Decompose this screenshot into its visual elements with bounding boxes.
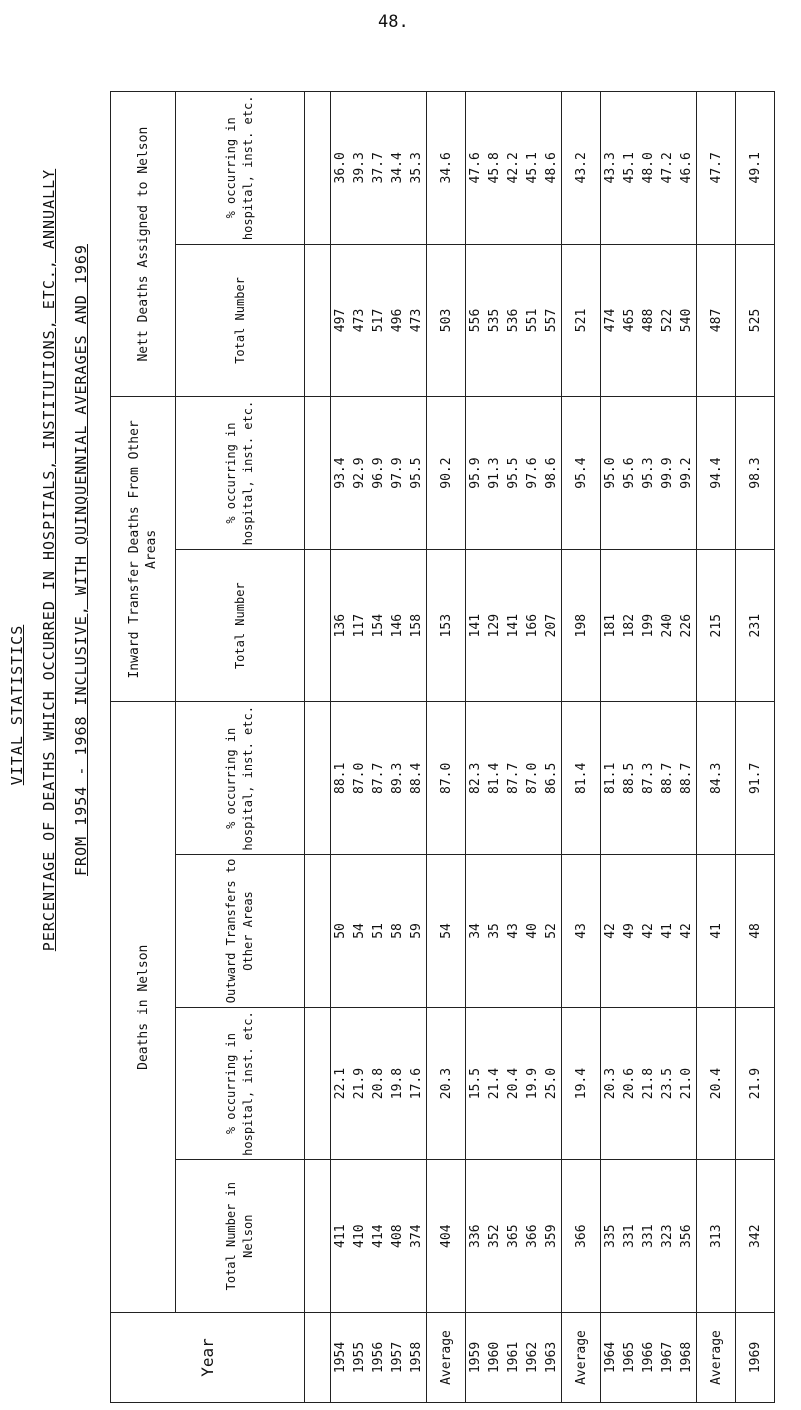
- cell-total: 342: [736, 1160, 775, 1313]
- cell-pct2: 91.7: [736, 702, 775, 855]
- cell-pct3: 94.4: [697, 397, 736, 550]
- title-block: [0, 0, 110, 1410]
- cell-inward-total: 141 129 141 166 207: [466, 549, 562, 702]
- cell-nett-total: 556 535 536 551 557: [466, 244, 562, 397]
- table-row: [466, 92, 562, 1403]
- header-year: Year: [111, 1313, 305, 1403]
- cell-nett-total: 487: [697, 244, 736, 397]
- cell-pct2: 81.4: [562, 702, 601, 855]
- cell-nett-total: 497 473 517 496 473: [331, 244, 427, 397]
- header-pct-hospital-4: % occurring in hospital, inst. etc.: [176, 92, 305, 245]
- statistics-table: [110, 91, 775, 1403]
- cell-pct4: 43.3 45.1 48.0 47.2 46.6: [601, 92, 697, 245]
- spacer-row: [305, 92, 331, 1403]
- cell-year: 1954 1955 1956 1957 1958: [331, 1313, 427, 1403]
- cell-inward-total: 231: [736, 549, 775, 702]
- cell-total: 411 410 414 408 374: [331, 1160, 427, 1313]
- cell-pct2: 88.1 87.0 87.7 89.3 88.4: [331, 702, 427, 855]
- table-row: [331, 92, 427, 1403]
- cell-nett-total: 521: [562, 244, 601, 397]
- statistics-table-wrapper: [110, 91, 762, 1403]
- cell-year: Average: [427, 1313, 466, 1403]
- cell-total: 404: [427, 1160, 466, 1313]
- cell-outward: 34 35 43 40 52: [466, 855, 562, 1008]
- group-deaths-in-nelson: Deaths in Nelson: [111, 702, 176, 1313]
- cell-pct3: 95.0 95.6 95.3 99.9 99.2: [601, 397, 697, 550]
- cell-year: Average: [562, 1313, 601, 1403]
- cell-outward: 43: [562, 855, 601, 1008]
- cell-pct1: 20.3 20.6 21.8 23.5 21.0: [601, 1007, 697, 1160]
- cell-outward: 41: [697, 855, 736, 1008]
- cell-pct1: 19.4: [562, 1007, 601, 1160]
- cell-pct1: 20.3: [427, 1007, 466, 1160]
- cell-pct1: 21.9: [736, 1007, 775, 1160]
- average-row: [562, 92, 601, 1403]
- cell-pct4: 47.6 45.8 42.2 45.1 48.6: [466, 92, 562, 245]
- average-row: [427, 92, 466, 1403]
- header-nett-total: Total Number: [176, 244, 305, 397]
- page-number: 48.: [378, 12, 409, 32]
- cell-pct1: 20.4: [697, 1007, 736, 1160]
- cell-pct3: 95.4: [562, 397, 601, 550]
- cell-inward-total: 215: [697, 549, 736, 702]
- header-pct-hospital-1: % occurring in hospital, inst. etc.: [176, 1007, 305, 1160]
- cell-year: Average: [697, 1313, 736, 1403]
- cell-outward: 42 49 42 41 42: [601, 855, 697, 1008]
- cell-pct3: 98.3: [736, 397, 775, 550]
- group-nett-deaths: Nett Deaths Assigned to Nelson: [111, 92, 176, 397]
- cell-pct3: 93.4 92.9 96.9 97.9 95.5: [331, 397, 427, 550]
- group-inward-transfer: Inward Transfer Deaths From Other Areas: [111, 397, 176, 702]
- cell-nett-total: 503: [427, 244, 466, 397]
- cell-pct4: 36.0 39.3 37.7 34.4 35.3: [331, 92, 427, 245]
- cell-pct2: 84.3: [697, 702, 736, 855]
- header-inward-total: Total Number: [176, 549, 305, 702]
- header-pct-hospital-2: % occurring in hospital, inst. etc.: [176, 702, 305, 855]
- cell-nett-total: 525: [736, 244, 775, 397]
- cell-pct4: 49.1: [736, 92, 775, 245]
- cell-total: 335 331 331 323 356: [601, 1160, 697, 1313]
- cell-inward-total: 136 117 154 146 158: [331, 549, 427, 702]
- cell-pct1: 22.1 21.9 20.8 19.8 17.6: [331, 1007, 427, 1160]
- cell-total: 313: [697, 1160, 736, 1313]
- cell-inward-total: 198: [562, 549, 601, 702]
- cell-nett-total: 474 465 488 522 540: [601, 244, 697, 397]
- cell-pct2: 87.0: [427, 702, 466, 855]
- year-1969-row: [736, 92, 775, 1403]
- title-line-1: VITAL STATISTICS: [8, 624, 26, 786]
- cell-inward-total: 181 182 199 240 226: [601, 549, 697, 702]
- header-outward-transfers: Outward Transfers to Other Areas: [176, 855, 305, 1008]
- cell-pct3: 95.9 91.3 95.5 97.6 98.6: [466, 397, 562, 550]
- cell-inward-total: 153: [427, 549, 466, 702]
- title-line-3: FROM 1954 - 1968 INCLUSIVE, WITH QUINQUENNIAL AVERAGES AND 1969: [72, 244, 90, 876]
- cell-pct4: 43.2: [562, 92, 601, 245]
- cell-pct2: 82.3 81.4 87.7 87.0 86.5: [466, 702, 562, 855]
- header-pct-hospital-3: % occurring in hospital, inst. etc.: [176, 397, 305, 550]
- header-total-in-nelson: Total Number in Nelson: [176, 1160, 305, 1313]
- title-line-2: PERCENTAGE OF DEATHS WHICH OCCURRED IN HOSPITALS, INSTITUTIONS, ETC., ANNUALLY: [40, 168, 58, 952]
- cell-outward: 50 54 51 58 59: [331, 855, 427, 1008]
- cell-year: 1964 1965 1966 1967 1968: [601, 1313, 697, 1403]
- cell-pct1: 15.5 21.4 20.4 19.9 25.0: [466, 1007, 562, 1160]
- cell-total: 366: [562, 1160, 601, 1313]
- cell-year: 1969: [736, 1313, 775, 1403]
- cell-pct2: 81.1 88.5 87.3 88.7 88.7: [601, 702, 697, 855]
- cell-year: 1959 1960 1961 1962 1963: [466, 1313, 562, 1403]
- table-row: [601, 92, 697, 1403]
- cell-pct4: 34.6: [427, 92, 466, 245]
- cell-pct3: 90.2: [427, 397, 466, 550]
- cell-pct4: 47.7: [697, 92, 736, 245]
- cell-total: 336 352 365 366 359: [466, 1160, 562, 1313]
- cell-outward: 54: [427, 855, 466, 1008]
- cell-outward: 48: [736, 855, 775, 1008]
- average-row: [697, 92, 736, 1403]
